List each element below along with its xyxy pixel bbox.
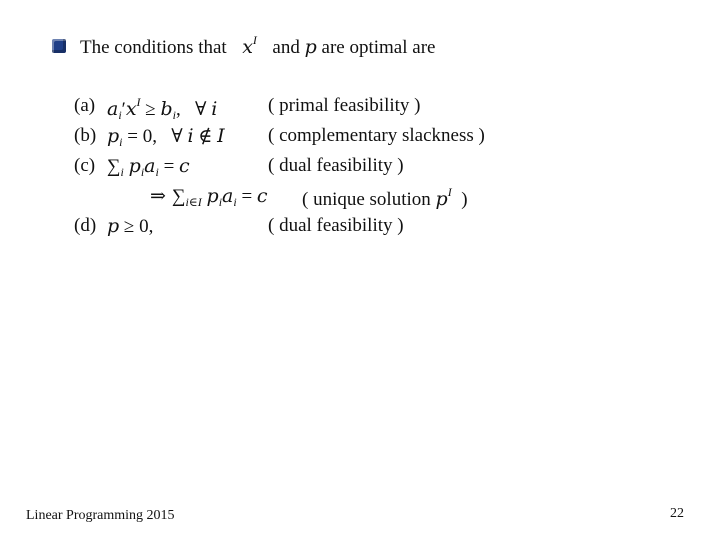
condition-math: p ≥ 0, xyxy=(107,215,154,237)
heading-var-x: x xyxy=(242,36,253,58)
condition-note: ( primal feasibility ) xyxy=(268,95,421,116)
condition-math: $p_i = 0$, ∀ i ∉ I xyxy=(107,125,225,149)
heading-sup-i: I xyxy=(252,33,257,47)
condition-math: $\sum_{i\in I}$ $p_ia_i = c$ xyxy=(172,185,268,209)
heading-text-after: are optimal are xyxy=(321,37,436,58)
condition-label: (c) xyxy=(74,155,96,176)
condition-note: ( dual feasibility ) xyxy=(268,155,404,176)
implies-arrow-icon: ⇒ xyxy=(150,186,166,207)
checkbox-bullet-icon xyxy=(52,39,66,53)
condition-note: ( complementary slackness ) xyxy=(268,125,485,146)
heading-text-mid: and xyxy=(272,37,300,58)
condition-label: (b) xyxy=(74,125,97,146)
condition-math: $\sum_i$ $p_ia_i = c$ xyxy=(107,155,190,179)
condition-label: (a) xyxy=(74,95,96,116)
condition-note: ( unique solution $p^I$ ) xyxy=(302,185,468,210)
condition-math: $a_i'x^I \ge b_i$, ∀ i xyxy=(107,95,218,122)
heading-var-p: p xyxy=(304,36,317,58)
page-number: 22 xyxy=(670,506,684,521)
condition-note: ( dual feasibility ) xyxy=(268,215,404,236)
slide-heading xyxy=(80,33,435,59)
condition-label: (d) xyxy=(74,215,97,236)
heading-text-before: The conditions that xyxy=(80,37,227,58)
footer-course-title: Linear Programming 2015 xyxy=(26,508,175,523)
